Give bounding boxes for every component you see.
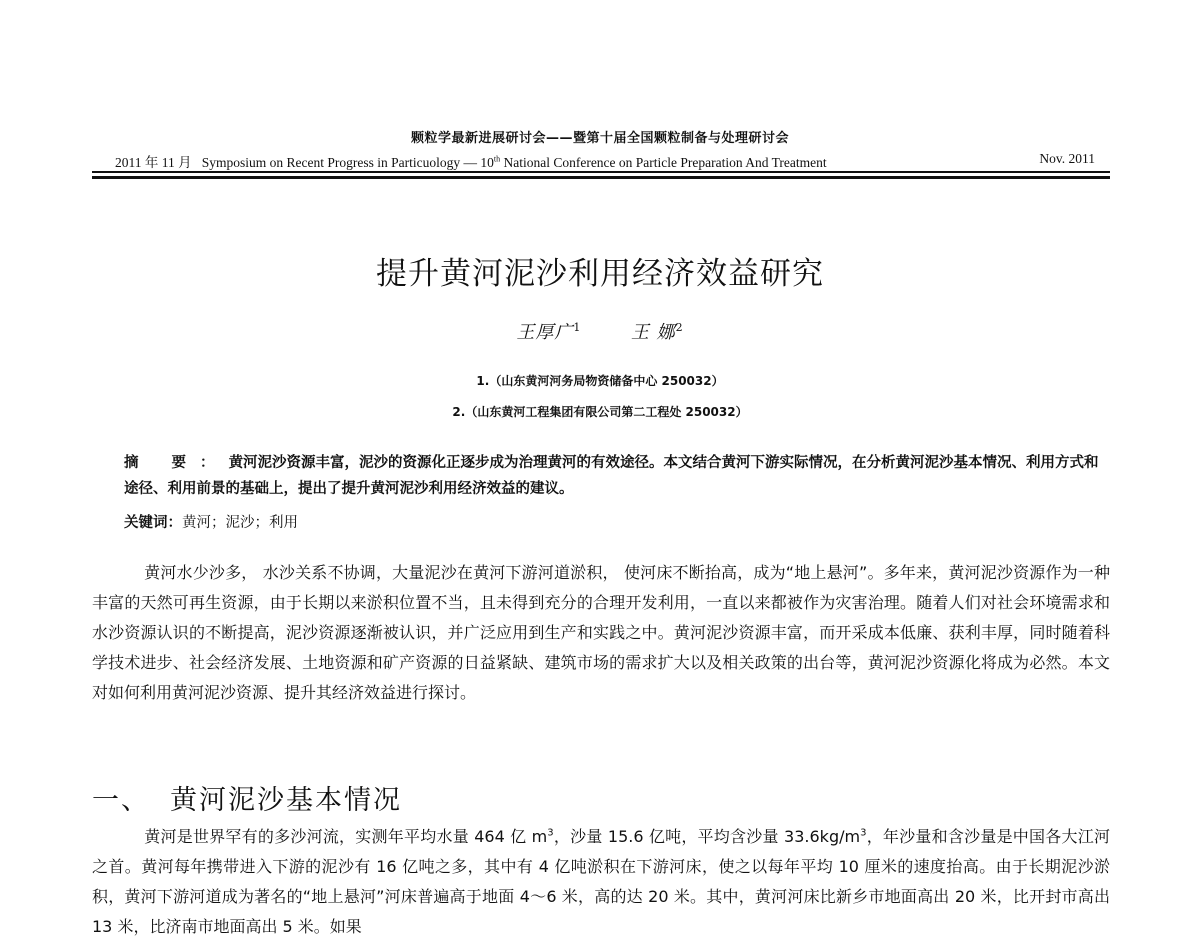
author-affil-mark: 1 <box>573 321 582 334</box>
section-number: 一、 <box>92 785 150 816</box>
conference-header-cn: 颗粒学最新进展研讨会——暨第十届全国颗粒制备与处理研讨会 <box>410 131 789 146</box>
paper-title: 提升黄河泥沙利用经济效益研究 <box>376 256 824 292</box>
keywords-label: 关键词： <box>124 515 182 531</box>
header-symposium-a: Symposium on Recent Progress in Particuology — 10 <box>201 155 494 170</box>
header-symposium-b: National Conference on Particle Preparation And Treatment <box>500 155 827 170</box>
author-name: 王 娜 <box>630 322 676 343</box>
intro-paragraph <box>92 558 1110 708</box>
conference-header-en <box>95 151 1110 171</box>
header-date-en: Nov. 2011 <box>1039 151 1095 166</box>
header-date-cn: 2011 年 11 月 <box>115 155 192 170</box>
section1-text-c: ，年沙量和含沙量是中国各大江河之首。黄河每年携带进入下游的泥沙有 16 亿吨之多，其中有 4 亿吨淤积在下游河床，使之以每年平均 10 厘米的速度抬高。由于长期泥沙淤积，黄河下游河道成为著名的“地上悬河”河床普遍高于地面 4～6 米，高的达 20 米。其中，黄河河床比新乡市地面高出 20 米，比开封市高出 13 米，比济南市地面高出 5 米。如果 <box>92 827 1110 936</box>
abstract-text: 黄河泥沙资源丰富，泥沙的资源化正逐步成为治理黄河的有效途径。本文结合黄河下游实际情况，在分析黄河泥沙基本情况、利用方式和途径、利用前景的基础上，提出了提升黄河泥沙利用经济效益的建议。 <box>124 455 1099 497</box>
superscript: 3 <box>547 827 554 839</box>
affiliation-1: 1.（山东黄河河务局物资储备中心 250032） <box>476 374 724 388</box>
section-title: 黄河泥沙基本情况 <box>170 785 402 816</box>
section1-text-b: ，沙量 15.6 亿吨，平均含沙量 33.6kg/m <box>553 827 861 846</box>
affiliation-2: 2.（山东黄河工程集团有限公司第二工程处 250032） <box>452 405 748 419</box>
keywords-text: 黄河；泥沙；利用 <box>182 515 298 531</box>
author-name: 王厚广 <box>516 322 574 343</box>
section1-paragraph <box>92 822 1110 942</box>
header-rule-thick <box>92 176 1110 179</box>
header-rule-thin <box>92 171 1110 173</box>
header-symposium-sup: th <box>493 154 501 164</box>
author-affil-mark: 2 <box>675 321 684 334</box>
intro-text: 黄河水少沙多， 水沙关系不协调，大量泥沙在黄河下游河道淤积， 使河床不断抬高，成为“地上悬河”。多年来，黄河泥沙资源作为一种丰富的天然可再生资源，由于长期以来淤积位置不当，且未得到充分的合理开发利用，一直以来都被作为灾害治理。随着人们对社会环境需求和水沙资源认识的不断提高，泥沙资源逐渐被认识，并广泛应用到生产和实践之中。黄河泥沙资源丰富，而开采成本低廉、获利丰厚，同时随着科学技术进步、社会经济发展、土地资源和矿产资源的日益紧缺、建筑市场的需求扩大以及相关政策的出台等，黄河泥沙资源化将成为必然。本文对如何利用黄河泥沙资源、提升其经济效益进行探讨。 <box>92 563 1110 702</box>
section1-text-a: 黄河是世界罕有的多沙河流，实测年平均水量 464 亿 m <box>144 827 548 846</box>
author-list <box>0 318 1200 344</box>
section-heading <box>92 778 402 817</box>
abstract <box>124 450 1110 502</box>
abstract-label: 摘 要： <box>124 455 229 471</box>
header-left <box>115 151 827 171</box>
keywords <box>124 510 1110 536</box>
superscript: 3 <box>860 827 867 839</box>
